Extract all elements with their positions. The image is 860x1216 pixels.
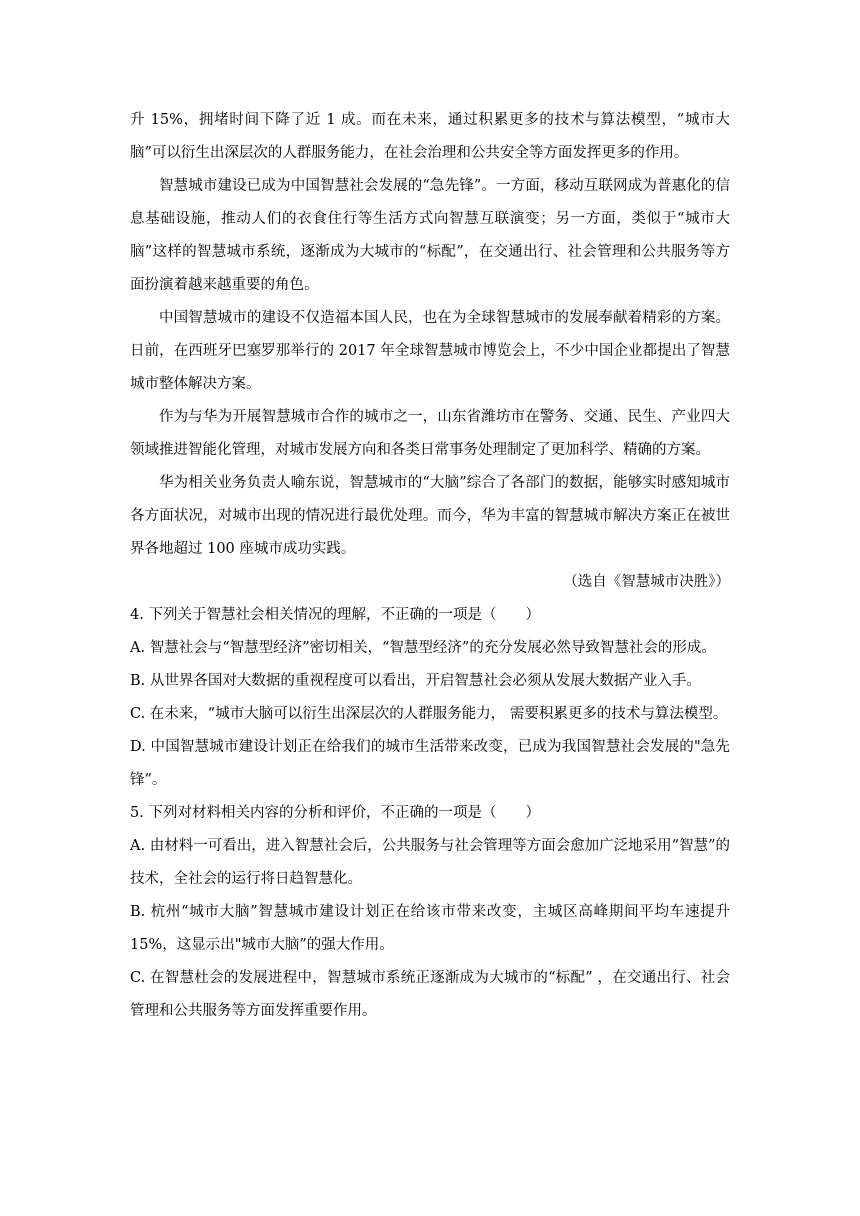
article-paragraph: 中国智慧城市的建设不仅造福本国人民，也在为全球智慧城市的发展奉献着精彩的方案。日前，在西班牙巴塞罗那举行的 2017 年全球智慧城市博览会上，不少中国企业都提出了智慧城市整体解决方案。 <box>130 310 730 392</box>
question-stem: 5. 下列对材料相关内容的分析和评价，不正确的一项是（ ） <box>130 805 540 821</box>
article-paragraph: 智慧城市建设已成为中国智慧社会发展的“急先锋”。一方面，移动互联网成为普惠化的信息基础设施，推动人们的衣食住行等生活方式向智慧互联演变；另一方面，类似于“城市大脑”这样的智慧城市系统，逐渐成为大城市的“标配”，在交通出行、社会管理和公共服务等方面扮演着越来越重要的角色。 <box>130 178 730 293</box>
article-paragraph: 华为相关业务负责人喻东说，智慧城市的“大脑”综合了各部门的数据，能够实时感知城市各方面状况，对城市出现的情况进行最优处理。而今，华为丰富的智慧城市解决方案正在被世界各地超过 100 座城市成功实践。 <box>130 475 730 557</box>
question-stem: 4. 下列关于智慧社会相关情况的理解，不正确的一项是（ ） <box>130 607 540 623</box>
question-5 <box>130 797 730 1028</box>
article-paragraph-continued: 升 15%，拥堵时间下降了近 1 成。而在未来，通过积累更多的技术与算法模型，“城市大脑”可以衍生出深层次的人群服务能力，在社会治理和公共安全等方面发挥更多的作用。 <box>130 112 730 161</box>
question-option-c: C. 在智慧杜会的发展进程中，智慧城市系统正逐渐成为大城市的“标配” ，在交通出行、社会管理和公共服务等方面发挥重要作用。 <box>130 970 730 1019</box>
article-source: （选自《智慧城市决胜》） <box>563 574 730 590</box>
document-page <box>130 104 730 1028</box>
question-option-b: B. 从世界各国对大数据的重视程度可以看出，开启智慧社会必须从发展大数据产业入手。 <box>130 673 701 689</box>
question-4 <box>130 599 730 797</box>
question-option-d: D. 中国智慧城市建设计划正在给我们的城市生活带来改变，已成为我国智慧社会发展的"急先锋”。 <box>130 739 730 788</box>
question-option-a: A. 由材料一可看出，进入智慧社会后，公共服务与社会管理等方面会愈加广泛地采用“智慧”的技术，全社会的运行将日趋智慧化。 <box>130 838 731 887</box>
question-option-a: A. 智慧社会与“智慧型经济”密切相关，“智慧型经济”的充分发展必然导致智慧社会的形成。 <box>130 640 716 656</box>
question-option-c: C. 在未来，“城市大脑可以衍生出深层次的人群服务能力， 需要积累更多的技术与算法模型。 <box>130 706 728 722</box>
question-option-b: B. 杭州“城市大脑”智慧城市建设计划正在给该市带来改变，主城区高峰期间平均车速提升 15%，这显示出"城市大脑”的强大作用。 <box>130 904 730 953</box>
article-paragraph: 作为与华为开展智慧城市合作的城市之一，山东省潍坊市在警务、交通、民生、产业四大领域推进智能化管理，对城市发展方向和各类日常事务处理制定了更加科学、精确的方案。 <box>130 409 730 458</box>
